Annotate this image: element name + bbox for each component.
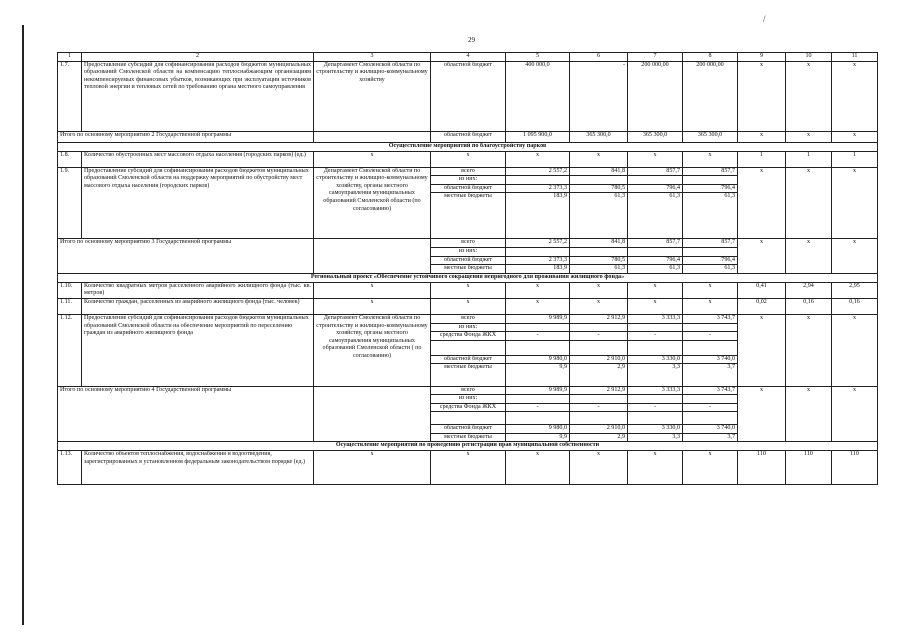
cell-value: 61,3 — [570, 193, 628, 201]
cell-value: x — [786, 167, 832, 239]
row-number: 1.8. — [58, 151, 82, 167]
cell-value: x — [431, 299, 506, 315]
cell-value: x — [832, 386, 878, 442]
row-source: областной бюджет — [431, 425, 506, 434]
total-label: Итого по основному мероприятию 3 Государственной программы — [58, 239, 314, 273]
cell-value: 3,7 — [683, 433, 738, 442]
col-header: 1 — [58, 53, 82, 62]
cell-value — [506, 248, 570, 257]
cell-value: x — [738, 315, 786, 386]
cell-value: 110 — [786, 451, 832, 485]
cell-value: 365 300,0 — [628, 131, 683, 142]
cell-value: 9 980,0 — [506, 425, 570, 434]
cell-value: x — [786, 131, 832, 142]
cell-value: 2 910,0 — [570, 425, 628, 434]
cell-value: 1 095 900,0 — [506, 131, 570, 142]
total-label: Итого по основному мероприятию 4 Государственной программы — [58, 386, 314, 442]
cell-value: x — [683, 451, 738, 485]
cell-value: x — [314, 299, 431, 315]
cell-value: 2 557,2 — [506, 167, 570, 176]
cell-value — [570, 176, 628, 185]
row-source: из них: — [431, 176, 506, 185]
cell-value: 3 333,3 — [628, 315, 683, 324]
cell-value: 2 373,3 — [506, 256, 570, 265]
cell-value: x — [683, 151, 738, 167]
cell-value: 110 — [738, 451, 786, 485]
empty-cell — [570, 201, 628, 239]
cell-value — [506, 323, 570, 332]
table-row-1-7 — [58, 61, 878, 131]
row-source: всего — [431, 315, 506, 324]
table-row-1-13 — [58, 451, 878, 485]
cell-value: x — [570, 282, 628, 298]
cell-value: 183,9 — [506, 265, 570, 274]
cell-value: - — [570, 61, 628, 131]
empty-cell — [314, 386, 431, 442]
cell-value: x — [683, 299, 738, 315]
cell-value: 9,9 — [506, 433, 570, 442]
cell-value — [683, 395, 738, 404]
col-header: 10 — [786, 53, 832, 62]
cell-value: x — [786, 315, 832, 386]
row-source: областной бюджет — [431, 131, 506, 142]
cell-value — [683, 176, 738, 185]
table-row-1-8 — [58, 151, 878, 167]
cell-value: 9,9 — [506, 364, 570, 372]
col-header: 5 — [506, 53, 570, 62]
row-source: областной бюджет — [431, 355, 506, 364]
cell-value — [683, 412, 738, 425]
cell-value — [628, 248, 683, 257]
cell-value — [628, 412, 683, 425]
table-row-1-12 — [58, 315, 878, 324]
row-source: местные бюджеты — [431, 364, 506, 372]
table-row-1-10 — [58, 282, 878, 298]
cell-value: x — [832, 167, 878, 239]
cell-value: 9 989,9 — [506, 386, 570, 395]
row-description: Предоставление субсидий для софинансирования расходов бюджетов муниципальных образований Смоленской области на поддержку мероприятий по обустройству мест массового отдыха населения (городских парков) — [82, 167, 314, 239]
cell-value: 61,3 — [683, 265, 738, 274]
cell-value: 857,7 — [683, 167, 738, 176]
col-header: 11 — [832, 53, 878, 62]
cell-value — [570, 323, 628, 332]
cell-value — [506, 340, 570, 355]
row-source: всего — [431, 386, 506, 395]
row-source: средства Фонда ЖКХ — [431, 332, 506, 341]
cell-value: x — [570, 299, 628, 315]
cell-value: 9 989,9 — [506, 315, 570, 324]
cell-value: 3 330,0 — [628, 355, 683, 364]
cell-value: 796,4 — [628, 184, 683, 193]
cell-value — [683, 248, 738, 257]
cell-value: 2,95 — [832, 282, 878, 298]
cell-value: x — [832, 315, 878, 386]
row-number: 1.10. — [58, 282, 82, 298]
cell-value: 0,02 — [738, 299, 786, 315]
row-source: всего — [431, 239, 506, 248]
row-source: областной бюджет — [431, 61, 506, 131]
row-source: местные бюджеты — [431, 265, 506, 274]
cell-value: 3,3 — [628, 433, 683, 442]
cell-value: x — [738, 167, 786, 239]
row-executor: Департамент Смоленской области по строительству и жилищно-коммунальному хозяйству, органы местного самоуправления муниципальных образований Смоленской области ( по согласованию) — [314, 315, 431, 386]
total-row-3 — [58, 239, 878, 248]
cell-value: 3,3 — [628, 364, 683, 372]
cell-value: 200 000,00 — [628, 61, 683, 131]
cell-value: x — [431, 151, 506, 167]
cell-value: 9 980,0 — [506, 355, 570, 364]
section-title-registration: Осуществление мероприятий по проведению регистрации прав муниципальной собственности — [58, 442, 878, 451]
cell-value: x — [832, 239, 878, 273]
cell-value: x — [628, 451, 683, 485]
section-title-housing: Региональный проект «Обеспечение устойчивого сокращения непригодного для проживания жилищного фонда» — [58, 273, 878, 282]
cell-value — [628, 340, 683, 355]
cell-value: 400 000,0 — [506, 61, 570, 131]
cell-value: x — [314, 282, 431, 298]
row-number: 1.12. — [58, 315, 82, 386]
cell-value: 780,5 — [570, 184, 628, 193]
cell-value: x — [570, 151, 628, 167]
cell-value: x — [314, 451, 431, 485]
col-header: 4 — [431, 53, 506, 62]
col-header: 9 — [738, 53, 786, 62]
cell-value: - — [506, 332, 570, 341]
cell-value: 3 333,3 — [628, 386, 683, 395]
cell-value: x — [738, 61, 786, 131]
cell-value: x — [786, 239, 832, 273]
cell-value — [683, 323, 738, 332]
cell-value: 796,4 — [683, 256, 738, 265]
cell-value: x — [431, 451, 506, 485]
cell-value: x — [506, 282, 570, 298]
cell-value: x — [786, 61, 832, 131]
cell-value: 2,94 — [786, 282, 832, 298]
cell-value: 1 — [832, 151, 878, 167]
col-header: 7 — [628, 53, 683, 62]
cell-value: 2 910,0 — [570, 355, 628, 364]
row-source: из них: — [431, 395, 506, 404]
row-source — [431, 340, 506, 355]
empty-cell — [683, 372, 738, 386]
row-description: Количество квадратных метров расселенного аварийного жилищного фонда (тыс. кв. метров) — [82, 282, 314, 298]
cell-value: x — [738, 131, 786, 142]
empty-cell — [431, 201, 506, 239]
cell-value — [570, 395, 628, 404]
cell-value: 110 — [832, 451, 878, 485]
cell-value: x — [738, 239, 786, 273]
row-description: Количество граждан, расселенных из аварийного жилищного фонда (тыс. человек) — [82, 299, 314, 315]
row-number: 1.9. — [58, 167, 82, 239]
cell-value: 796,4 — [683, 184, 738, 193]
cell-value: 1 — [738, 151, 786, 167]
row-number: 1.13. — [58, 451, 82, 485]
cell-value: 0,16 — [832, 299, 878, 315]
cell-value: 61,3 — [683, 193, 738, 201]
page-number: 29 — [468, 36, 475, 44]
cell-value: 2 557,2 — [506, 239, 570, 248]
row-source: областной бюджет — [431, 256, 506, 265]
cell-value: - — [506, 403, 570, 412]
col-header: 3 — [314, 53, 431, 62]
row-source: из них: — [431, 323, 506, 332]
total-row-4 — [58, 386, 878, 395]
cell-value: 2 912,9 — [570, 386, 628, 395]
cell-value: 3 743,7 — [683, 315, 738, 324]
cell-value: 61,3 — [570, 265, 628, 274]
section-header-row — [58, 273, 878, 282]
cell-value: - — [628, 403, 683, 412]
empty-cell — [431, 372, 506, 386]
binding-rule — [22, 25, 24, 625]
cell-value: 3 743,7 — [683, 386, 738, 395]
empty-cell — [506, 201, 570, 239]
cell-value: 796,4 — [628, 256, 683, 265]
empty-cell — [314, 239, 431, 273]
cell-value: 841,8 — [570, 239, 628, 248]
row-source: средства Фонда ЖКХ — [431, 403, 506, 412]
row-description: Количество обустроенных мест массового отдыха населения (городских парков) (ед.) — [82, 151, 314, 167]
cell-value: x — [832, 131, 878, 142]
cell-value: - — [570, 403, 628, 412]
cell-value — [506, 176, 570, 185]
cell-value: 0,41 — [738, 282, 786, 298]
row-executor: Департамент Смоленской области по строительству и жилищно-коммунальному хозяйству — [314, 61, 431, 131]
cell-value: - — [628, 332, 683, 341]
row-source — [431, 412, 506, 425]
cell-value: 183,9 — [506, 193, 570, 201]
empty-cell — [628, 372, 683, 386]
col-header: 2 — [82, 53, 314, 62]
row-source: местные бюджеты — [431, 193, 506, 201]
cell-value: 2 912,9 — [570, 315, 628, 324]
cell-value: 3 740,0 — [683, 425, 738, 434]
cell-value: x — [683, 282, 738, 298]
cell-value — [506, 395, 570, 404]
section-title-parks: Осуществление мероприятий по благоустройству парков — [58, 142, 878, 151]
row-source: областной бюджет — [431, 184, 506, 193]
col-header: 6 — [570, 53, 628, 62]
cell-value: x — [832, 61, 878, 131]
row-description: Количество объектов теплоснабжения, водоснабжения и водоотведения, зарегистрированных в установленном федеральным законодательством порядке (ед.) — [82, 451, 314, 485]
table-row-1-9 — [58, 167, 878, 176]
cell-value: 0,16 — [786, 299, 832, 315]
cell-value: 200 000,00 — [683, 61, 738, 131]
cell-value: 857,7 — [683, 239, 738, 248]
cell-value: 2,9 — [570, 364, 628, 372]
cell-value: x — [506, 299, 570, 315]
section-header-row — [58, 442, 878, 451]
budget-table-sheet — [57, 52, 877, 485]
row-number: 1.7. — [58, 61, 82, 131]
cell-value: 3 740,0 — [683, 355, 738, 364]
row-source: местные бюджеты — [431, 433, 506, 442]
section-header-row — [58, 142, 878, 151]
cell-value: 2,9 — [570, 433, 628, 442]
budget-table — [57, 52, 878, 485]
cell-value — [628, 176, 683, 185]
cell-value — [628, 323, 683, 332]
cell-value: 780,5 — [570, 256, 628, 265]
cell-value: 365 300,0 — [683, 131, 738, 142]
cell-value: 365 300,0 — [570, 131, 628, 142]
cell-value: x — [738, 386, 786, 442]
cell-value: 1 — [786, 151, 832, 167]
column-number-row — [58, 53, 878, 62]
cell-value: - — [683, 332, 738, 341]
cell-value — [683, 340, 738, 355]
cell-value: x — [314, 151, 431, 167]
cell-value: x — [506, 151, 570, 167]
empty-cell — [628, 201, 683, 239]
total-row-2 — [58, 131, 878, 142]
cell-value — [628, 395, 683, 404]
empty-cell — [506, 372, 570, 386]
total-label: Итого по основному мероприятию 2 Государственной программы — [58, 131, 314, 142]
empty-cell — [570, 372, 628, 386]
cell-value: 3,7 — [683, 364, 738, 372]
cell-value: 2 373,3 — [506, 184, 570, 193]
cell-value: - — [570, 332, 628, 341]
cell-value: 857,7 — [628, 167, 683, 176]
cell-value: 841,8 — [570, 167, 628, 176]
row-description: Предоставление субсидий для софинансирования расходов бюджетов муниципальных образований Смоленской области на обеспечение мероприятий по переселению граждан из аварийного жилищного фонда — [82, 315, 314, 386]
cell-value: - — [683, 403, 738, 412]
cell-value: x — [786, 386, 832, 442]
empty-cell — [683, 201, 738, 239]
cell-value — [570, 340, 628, 355]
corner-mark: / — [763, 14, 766, 24]
cell-value: 857,7 — [628, 239, 683, 248]
col-header: 8 — [683, 53, 738, 62]
cell-value — [506, 412, 570, 425]
row-number: 1.11. — [58, 299, 82, 315]
table-row-1-11 — [58, 299, 878, 315]
cell-value: x — [431, 282, 506, 298]
cell-value — [570, 412, 628, 425]
cell-value — [570, 248, 628, 257]
cell-value: x — [506, 451, 570, 485]
cell-value: x — [628, 282, 683, 298]
cell-value: x — [628, 299, 683, 315]
row-description: Предоставление субсидий для софинансирования расходов бюджетов муниципальных образований Смоленской области на компенсацию теплоснабжающим организациям некомпенсируемых финансовых убытков, возникающих при эксплуатации источников тепловой энергии и тепловых сетей по требованию органа местного самоуправления — [82, 61, 314, 131]
cell-value: 61,3 — [628, 265, 683, 274]
cell-value: 61,3 — [628, 193, 683, 201]
cell-value: 3 330,0 — [628, 425, 683, 434]
row-source: из них: — [431, 248, 506, 257]
empty-cell — [314, 131, 431, 142]
cell-value: x — [628, 151, 683, 167]
row-executor: Департамент Смоленской области по строительству и жилищно-коммунальному хозяйству, органы местного самоуправления муниципальных образований Смоленской области (по согласованию) — [314, 167, 431, 239]
row-source: всего — [431, 167, 506, 176]
cell-value: x — [570, 451, 628, 485]
